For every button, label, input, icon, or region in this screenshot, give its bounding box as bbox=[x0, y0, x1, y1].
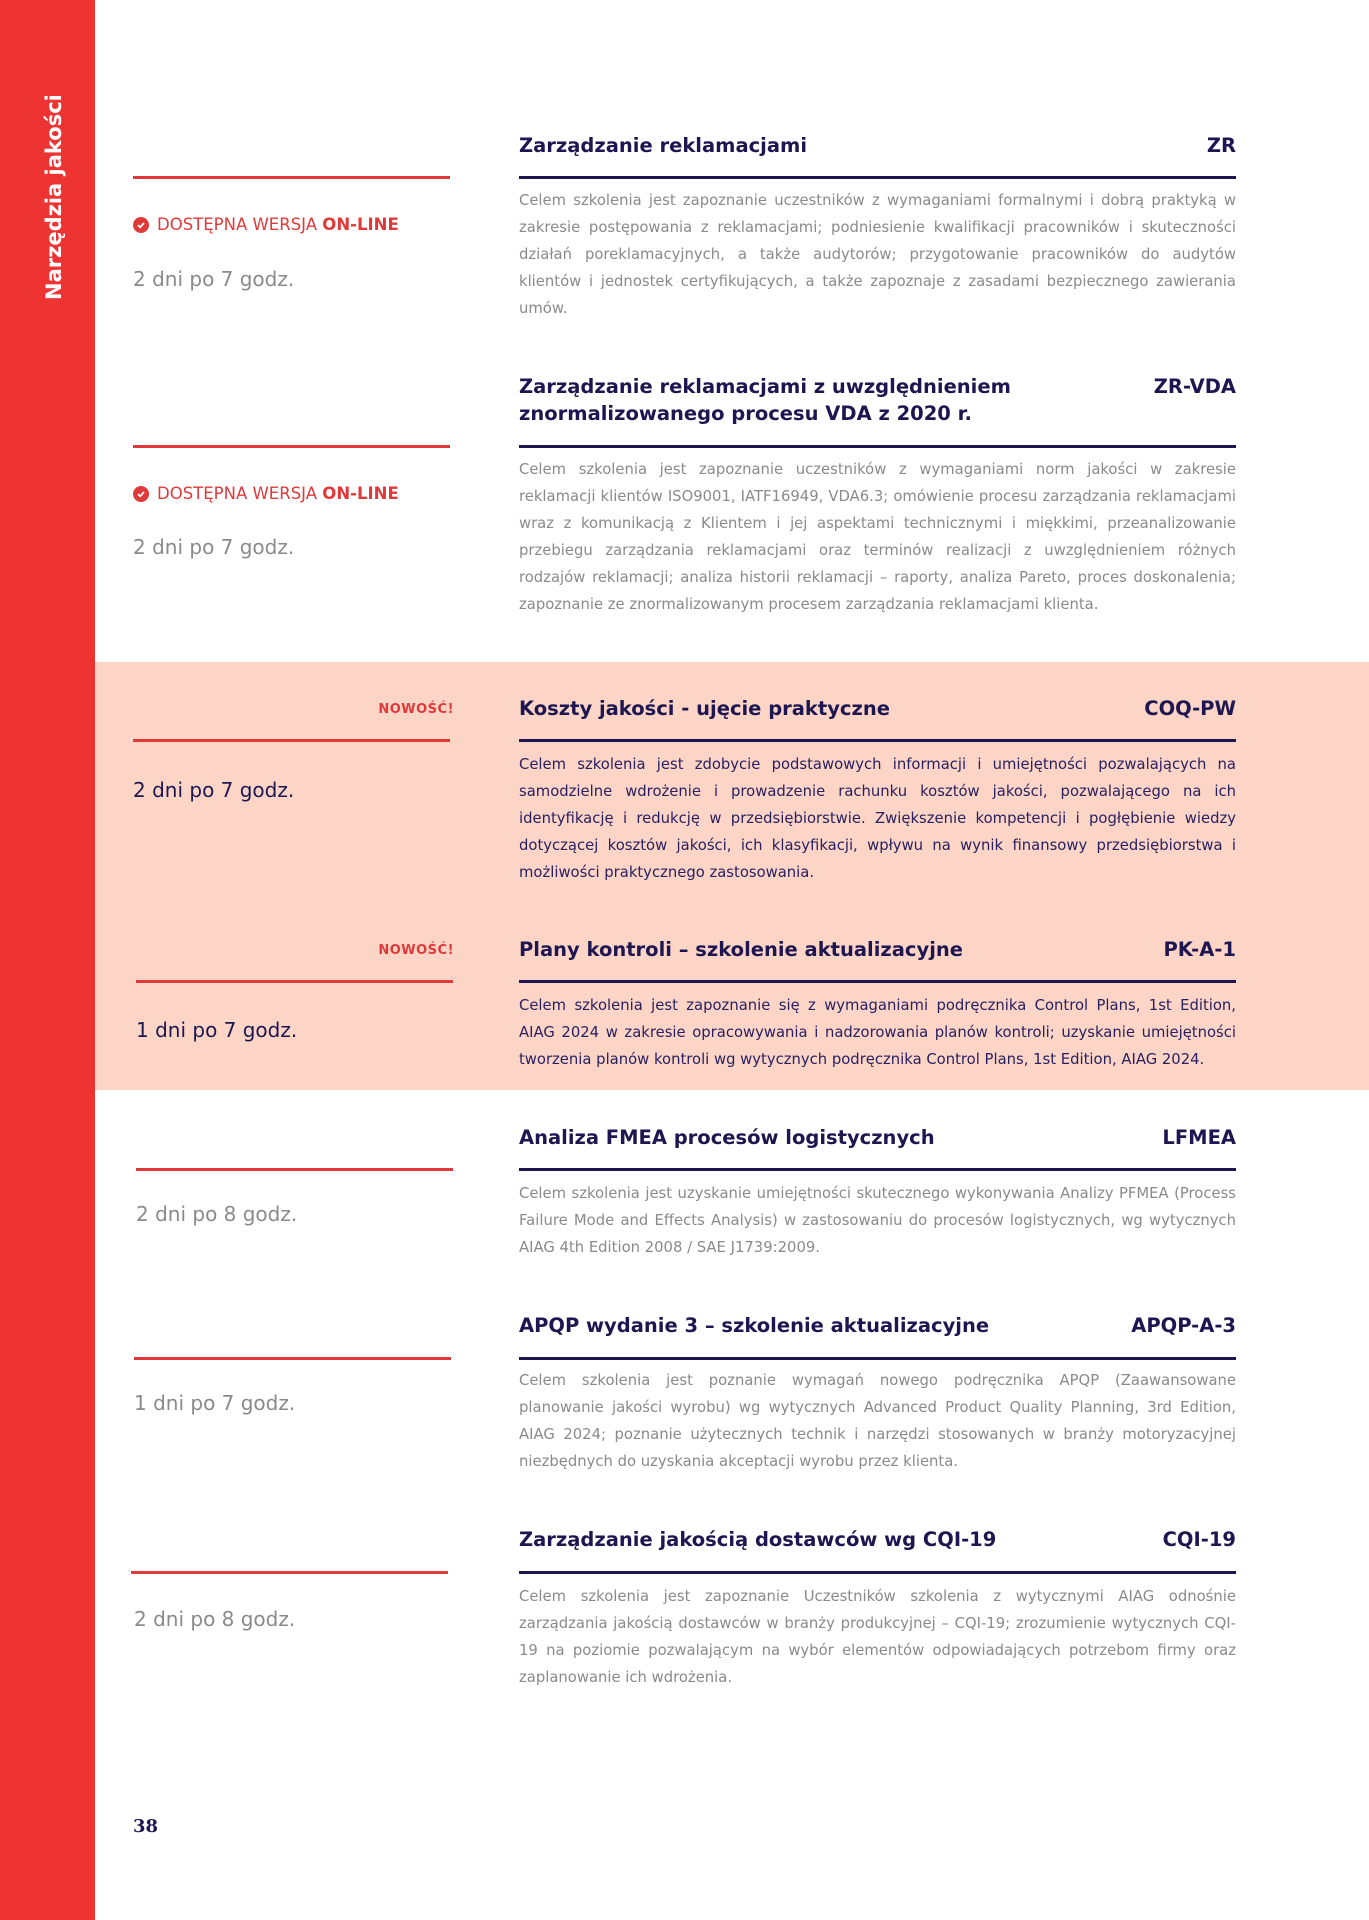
new-badge: NOWOŚĆ! bbox=[378, 943, 454, 958]
course-duration: 2 dni po 7 godz. bbox=[133, 778, 295, 802]
course-title: Koszty jakości - ujęcie praktyczne bbox=[519, 697, 890, 720]
page-number: 38 bbox=[133, 1816, 159, 1837]
navy-divider bbox=[519, 176, 1236, 179]
course-duration: 2 dni po 7 godz. bbox=[133, 267, 295, 291]
course-duration: 2 dni po 7 godz. bbox=[133, 535, 295, 559]
course-duration: 2 dni po 8 godz. bbox=[134, 1607, 296, 1631]
new-badge: NOWOŚĆ! bbox=[378, 702, 454, 717]
section-title: Narzędzia jakości bbox=[42, 94, 66, 300]
navy-divider bbox=[519, 445, 1236, 448]
red-divider bbox=[136, 1168, 453, 1171]
course-description: Celem szkolenia jest zapoznanie Uczestników szkolenia z wytycznymi AIAG odnośnie zarządzania jakością dostawców w branży produkcyjnej – CQI-19; zrozumienie wytycznych CQI-19 na poziomie pozwalającym na wybór elementów odpowiadających potrzebom firmy oraz zaplanowanie ich wdrożenia. bbox=[519, 1588, 1236, 1686]
course-title: Zarządzanie jakością dostawców wg CQI-19 bbox=[519, 1528, 997, 1551]
course-code: APQP-A-3 bbox=[1131, 1314, 1236, 1337]
check-circle-icon bbox=[133, 217, 149, 233]
course-code: PK-A-1 bbox=[1163, 938, 1236, 961]
red-divider bbox=[134, 1357, 451, 1360]
navy-divider bbox=[519, 980, 1236, 983]
red-divider bbox=[131, 1571, 448, 1574]
course-title: Zarządzanie reklamacjami z uwzględnieniem znormalizowanego procesu VDA z 2020 r. bbox=[519, 375, 1011, 425]
course-duration: 2 dni po 8 godz. bbox=[136, 1202, 298, 1226]
course-description: Celem szkolenia jest zapoznanie uczestników z wymaganiami formalnymi i dobrą praktyką w zakresie postępowania z reklamacjami; podniesienie kwalifikacji pracowników i skuteczności działań poreklamacyjnych, a także audytorów; przygotowanie pracowników do audytów klientów i jednostek certyfikujących, a także zapoznaje z zasadami bezpiecznego zawierania umów. bbox=[519, 192, 1236, 317]
online-badge: DOSTĘPNA WERSJA ON-LINE bbox=[133, 215, 399, 234]
navy-divider bbox=[519, 1168, 1236, 1171]
course-code: CQI-19 bbox=[1162, 1528, 1236, 1551]
course-title: APQP wydanie 3 – szkolenie aktualizacyjne bbox=[519, 1314, 990, 1337]
course-description: Celem szkolenia jest zapoznanie uczestników z wymaganiami norm jakości w zakresie reklamacji klientów ISO9001, IATF16949, VDA6.3; omówienie procesu zarządzania reklamacjami wraz z komunikacją z Klientem i jej aspektami technicznymi i miękkimi, przeanalizowanie przebiegu zarządzania reklamacjami oraz terminów realizacji z uwzględnieniem różnych rodzajów reklamacji; analiza historii reklamacji – raporty, analiza Pareto, proces doskonalenia; zapoznanie ze znormalizowanym procesem zarządzania reklamacjami klienta. bbox=[519, 461, 1236, 613]
red-divider bbox=[133, 445, 450, 448]
course-description: Celem szkolenia jest uzyskanie umiejętności skutecznego wykonywania Analizy PFMEA (Process Failure Mode and Effects Analysis) w zastosowaniu do procesów logistycznych, wg wytycznych AIAG 4th Edition 2008 / SAE J1739:2009. bbox=[519, 1185, 1236, 1256]
course-title: Zarządzanie reklamacjami bbox=[519, 134, 808, 157]
course-duration: 1 dni po 7 godz. bbox=[136, 1018, 298, 1042]
navy-divider bbox=[519, 1357, 1236, 1360]
check-circle-icon bbox=[133, 486, 149, 502]
red-divider bbox=[136, 980, 453, 983]
section-sidebar bbox=[0, 0, 95, 1920]
red-divider bbox=[133, 739, 450, 742]
course-description: Celem szkolenia jest poznanie wymagań nowego podręcznika APQP (Zaawansowane planowanie jakości wyrobu) wg wytycznych Advanced Product Quality Planning, 3rd Edition, AIAG 2024; poznanie użytecznych technik i narzędzi stosowanych w branży motoryzacyjnej niezbędnych do uzyskania akceptacji wyrobu przez klienta. bbox=[519, 1372, 1236, 1470]
navy-divider bbox=[519, 1571, 1236, 1574]
course-code: COQ-PW bbox=[1144, 697, 1236, 720]
course-code: ZR-VDA bbox=[1153, 375, 1236, 398]
course-code: LFMEA bbox=[1162, 1126, 1236, 1149]
course-description: Celem szkolenia jest zdobycie podstawowych informacji i umiejętności pozwalających na samodzielne wdrożenie i prowadzenie rachunku kosztów jakości, pozwalającego na ich identyfikację i redukcję w przedsiębiorstwie. Zwiększenie kompetencji i pogłębienie wiedzy dotyczącej kosztów jakości, ich klasyfikacji, wpływu na wynik finansowy przedsiębiorstwa i możliwości praktycznego zastosowania. bbox=[519, 756, 1236, 881]
online-badge: DOSTĘPNA WERSJA ON-LINE bbox=[133, 484, 399, 503]
course-code: ZR bbox=[1206, 134, 1236, 157]
red-divider bbox=[133, 176, 450, 179]
course-duration: 1 dni po 7 godz. bbox=[134, 1391, 296, 1415]
navy-divider bbox=[519, 739, 1236, 742]
course-title: Analiza FMEA procesów logistycznych bbox=[519, 1126, 935, 1149]
course-description: Celem szkolenia jest zapoznanie się z wymaganiami podręcznika Control Plans, 1st Edition, AIAG 2024 w zakresie opracowywania i nadzorowania planów kontroli; uzyskanie umiejętności tworzenia planów kontroli wg wytycznych podręcznika Control Plans, 1st Edition, AIAG 2024. bbox=[519, 997, 1236, 1068]
course-title: Plany kontroli – szkolenie aktualizacyjne bbox=[519, 938, 963, 961]
